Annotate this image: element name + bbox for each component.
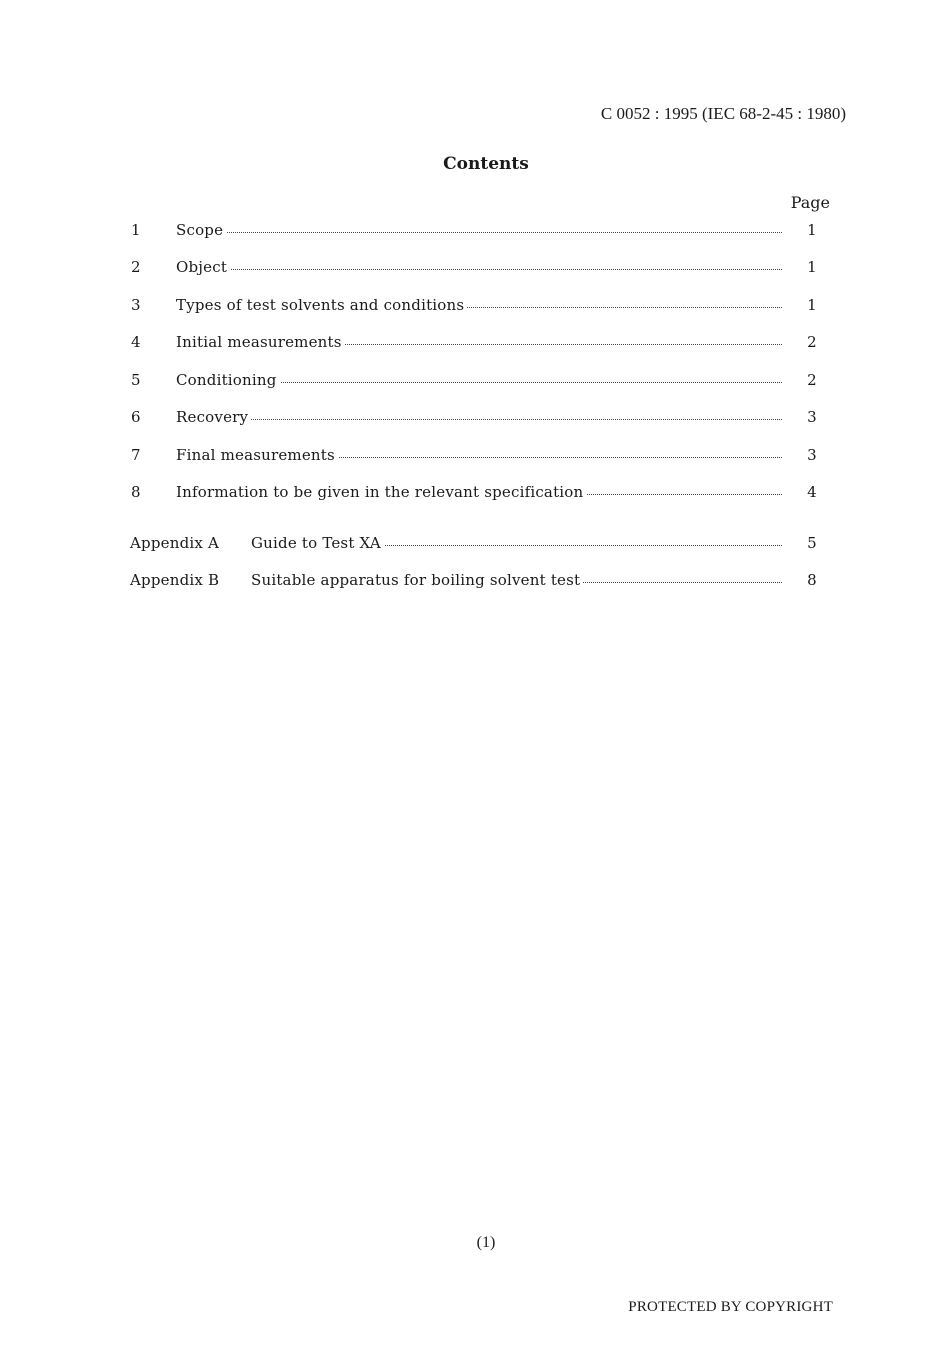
toc-entry <box>130 446 822 468</box>
toc-entry-page: 1 <box>807 296 817 314</box>
toc-entry <box>130 333 822 355</box>
toc-entry-label: Initial measurements <box>176 333 782 351</box>
page-title: Contents <box>443 154 529 174</box>
toc-entry-number: 3 <box>131 296 141 314</box>
toc-entry-label: Types of test solvents and conditions <box>176 296 782 314</box>
toc-appendix-id: Appendix B <box>130 571 220 589</box>
toc-entry-page: 3 <box>807 446 817 464</box>
toc-entry-page: 1 <box>807 258 817 276</box>
toc-appendix-label: Suitable apparatus for boiling solvent test <box>251 571 782 589</box>
toc-entry-label: Conditioning <box>176 371 782 389</box>
toc-entry <box>130 408 822 430</box>
toc-appendix-entry <box>130 571 822 593</box>
toc-appendix-id: Appendix A <box>130 534 220 552</box>
toc-entry-label: Recovery <box>176 408 782 426</box>
toc-entry-page: 3 <box>807 408 817 426</box>
toc-entry-page: 2 <box>807 333 817 351</box>
toc-entry-label: Final measurements <box>176 446 782 464</box>
toc-entry-number: 1 <box>131 221 141 239</box>
toc-entry-page: 2 <box>807 371 817 389</box>
toc-entry-number: 4 <box>131 333 141 351</box>
toc-appendix-page: 5 <box>807 534 817 552</box>
toc-entry <box>130 483 822 505</box>
toc-appendix-entry <box>130 534 822 556</box>
page-number: (1) <box>476 1234 496 1251</box>
toc-entry-page: 1 <box>807 221 817 239</box>
toc-entry-label: Information to be given in the relevant specification <box>176 483 782 501</box>
toc-entry-label: Scope <box>176 221 782 239</box>
toc-entry <box>130 296 822 318</box>
toc-appendix-page: 8 <box>807 571 817 589</box>
toc-entry-number: 5 <box>131 371 141 389</box>
toc-appendix-label: Guide to Test XA <box>251 534 782 552</box>
toc-entry <box>130 258 822 280</box>
toc-entry-page: 4 <box>807 483 817 501</box>
document-code: C 0052 : 1995 (IEC 68-2-45 : 1980) <box>600 104 846 123</box>
copyright-notice: PROTECTED BY COPYRIGHT <box>628 1299 833 1315</box>
toc-entry-number: 6 <box>131 408 141 426</box>
page-column-label: Page <box>790 193 830 212</box>
toc-entry-number: 2 <box>131 258 141 276</box>
toc-entry-label: Object <box>176 258 782 276</box>
toc-entry-number: 7 <box>131 446 141 464</box>
toc-entry-number: 8 <box>131 483 141 501</box>
toc-entry <box>130 221 822 243</box>
toc-entry <box>130 371 822 393</box>
